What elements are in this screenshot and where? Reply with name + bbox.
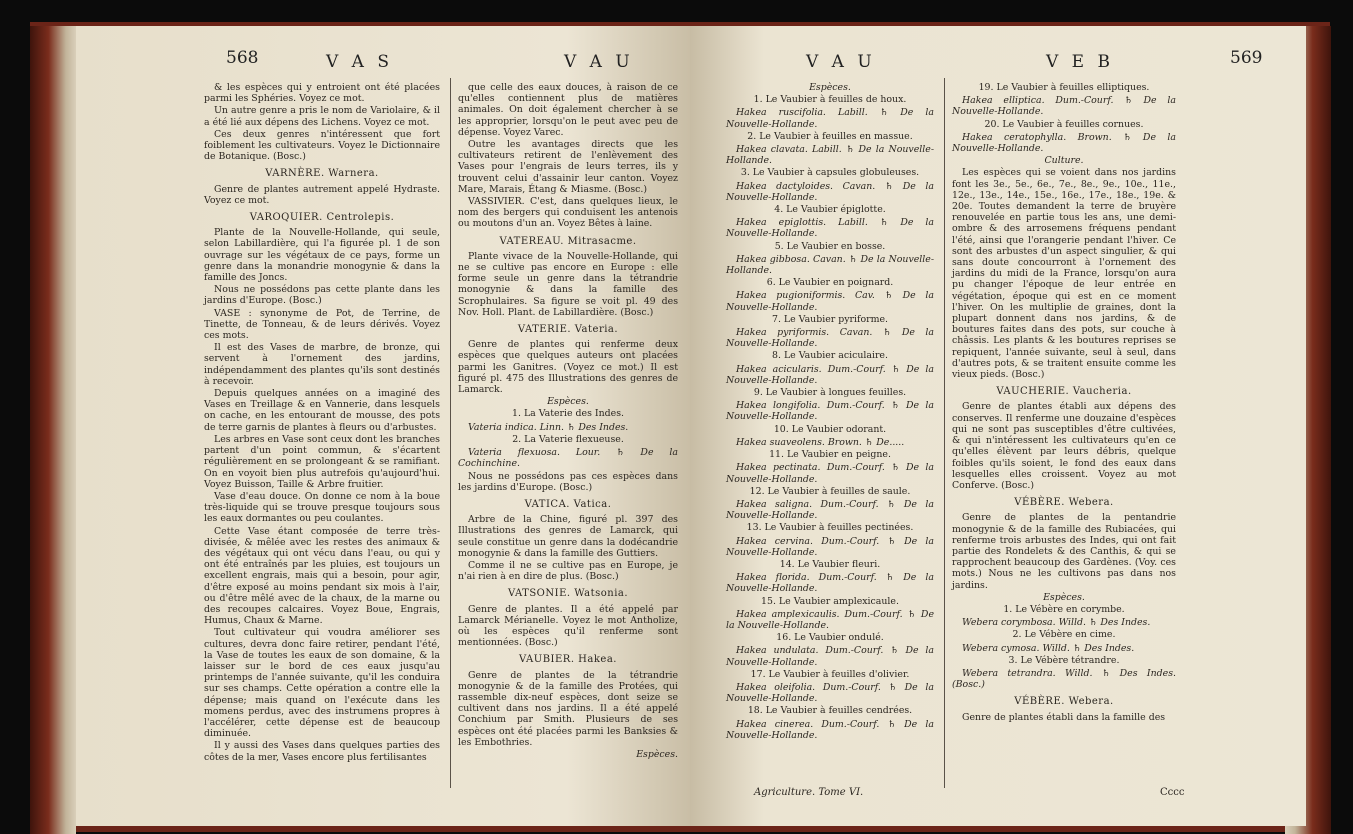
species-binomial: Hakea gibbosa. Cavan. ♄ De la Nouvelle-Hollande.	[726, 253, 934, 277]
paragraph: Les arbres en Vase sont ceux dont les branches partent d'un point commun, & s'écartent régulièrement en se prolongeant & se ramifiant. On en voyoit bien plus autrefois qu'aujourd'hui. Voyez Buisson, Taille & Arbre fruitier.	[204, 433, 440, 490]
species-binomial: Hakea dactyloides. Cavan. ♄ De la Nouvelle-Hollande.	[726, 180, 934, 203]
entry-heading: VATEREAU. Mitrasacme.	[499, 235, 637, 247]
species-entry: 1. Le Vaubier à feuilles de houx.	[753, 94, 907, 106]
paragraph: Plante vivace de la Nouvelle-Hollande, qui ne se cultive pas encore en Europe : elle forme seule un genre dans la tétrandrie monogynie & dans la famille des Scrophulaires. Sa figure se voit pl. 49 des Nov. Holl. Plant. de Labillardière. (Bosc.)	[458, 250, 678, 318]
entry-heading: VATERIE. Vateria.	[517, 324, 619, 336]
species-binomial: Hakea acicularis. Dum.-Courf. ♄ De la Nouvelle-Hollande.	[726, 363, 934, 386]
paragraph: Nous ne possédons pas cette plante dans les jardins d'Europe. (Bosc.)	[204, 284, 440, 307]
entry-heading: VAUBIER. Hakea.	[519, 654, 617, 666]
entry-heading: VÉBÈRE. Webera.	[1014, 497, 1114, 509]
paragraph: VASE : synonyme de Pot, de Terrine, de Tinette, de Tonneau, & de leurs dérivés. Voyez ces mots.	[204, 307, 440, 342]
species-binomial: Hakea pectinata. Dum.-Courf. ♄ De la Nouvelle-Hollande.	[726, 462, 934, 485]
paragraph: Genre de plantes de la tétrandrie monogynie & de la famille des Protées, qui rassemble dix-neuf espèces, dont seize se cultivent dans nos jardins. Il a été appelé Conchium par Smith. Plusieurs de ses espèces ont été placées parmi les Banksies & les Embothries.	[458, 669, 678, 748]
species-entry: 4. Le Vaubier épiglotte.	[774, 204, 886, 216]
paragraph: & les espèces qui y entroient ont été placées parmi les Sphéries. Voyez ce mot.	[204, 82, 440, 105]
left-column-1	[204, 82, 440, 764]
paragraph: Tout cultivateur qui voudra améliorer ses cultures, devra donc faire retirer, pendant l'été, la Vase de toutes les eaux de son domaine, & la laisser sur le bord de ces eaux jusqu'au printemps de l'année suivante, qu'il les conduira sur ses champs. Cette opération a contre elle la dépense; mais quand on l'exécute dans les momens perdus, avec des instrumens propres à l'accélérer, cette dépense est de beaucoup diminuée.	[204, 627, 440, 740]
page-number: 568	[226, 48, 259, 68]
species-entry: 3. Le Vaubier à capsules globuleuses.	[740, 167, 920, 179]
paragraph: Comme il ne se cultive pas en Europe, je n'ai rien à en dire de plus. (Bosc.)	[458, 559, 678, 583]
species-binomial: Hakea saligna. Dum.-Courf. ♄ De la Nouvelle-Hollande.	[726, 498, 934, 522]
left-column-2	[458, 82, 678, 761]
column-rule	[450, 78, 451, 788]
paragraph: Plante de la Nouvelle-Hollande, qui seule, selon Labillardière, qui l'a figurée pl. 1 de son ouvrage sur les végétaux de ce pays, forme un genre dans la monandrie monogynie & dans la famille des Joncs.	[204, 227, 440, 284]
species-entry: 3. Le Vébère tétrandre.	[1008, 654, 1120, 666]
species-binomial: Hakea suaveolens. Brown. ♄ De.....	[736, 436, 905, 448]
species-binomial: Hakea longifolia. Dum.-Courf. ♄ De la Nouvelle-Hollande.	[726, 400, 934, 423]
species-entry: 14. Le Vaubier fleuri.	[779, 558, 881, 570]
paragraph: que celle des eaux douces, à raison de ce qu'elles contiennent plus de matières animales. On doit également chercher à se les approprier, lorsqu'on le peut avec peu de dépense. Voyez Varec.	[458, 82, 678, 138]
species-entry: 12. Le Vaubier à feuilles de saule.	[749, 485, 911, 497]
species-binomial: Hakea pyriformis. Cavan. ♄ De la Nouvelle-Hollande.	[726, 327, 934, 350]
species-binomial: Hakea florida. Dum.-Courf. ♄ De la Nouvelle-Hollande.	[726, 572, 934, 595]
species-entry: 20. Le Vaubier à feuilles cornues.	[984, 118, 1144, 130]
species-binomial: Hakea elliptica. Dum.-Courf. ♄ De la Nouvelle-Hollande.	[952, 95, 1176, 118]
species-entry: 10. Le Vaubier odorant.	[773, 423, 887, 435]
section-label: Espèces.	[547, 396, 589, 408]
species-binomial: Webera corymbosa. Willd. ♄ Des Indes.	[962, 617, 1151, 629]
entry-heading: VATICA. Vatica.	[524, 498, 612, 510]
signature-mark: Cccc	[1160, 787, 1185, 798]
right-column-1	[726, 82, 934, 742]
species-binomial: Vateria flexuosa. Lour. ♄ De la Cochinchine.	[458, 447, 678, 470]
paragraph: Genre de plantes. Il a été appelé par Lamarck Mérianelle. Voyez le mot Antholize, où les espèces qu'il renferme sont mentionnées. (Bosc.)	[458, 603, 678, 649]
paragraph: Arbre de la Chine, figuré pl. 397 des Illustrations des genres de Lamarck, qui seule constitue un genre dans la dodécandrie monogynie & dans la famille des Guttiers.	[458, 514, 678, 559]
paragraph: VASSIVIER. C'est, dans quelques lieux, le nom des bergers qui conduisent les antenois ou moutons d'un an. Voyez Bêtes à laine.	[458, 196, 678, 230]
species-binomial: Vateria indica. Linn. ♄ Des Indes.	[468, 421, 629, 433]
species-entry: 2. Le Vébère en cime.	[1012, 629, 1116, 641]
right-page	[690, 26, 1306, 826]
species-binomial: Hakea undulata. Dum.-Courf. ♄ De la Nouvelle-Hollande.	[726, 645, 934, 668]
section-label: Espèces.	[1043, 591, 1085, 603]
species-entry: 1. La Vaterie des Indes.	[512, 408, 624, 420]
entry-heading: VAROQUIER. Centrolepis.	[249, 212, 395, 224]
species-binomial: Hakea amplexicaulis. Dum.-Courf. ♄ De la Nouvelle-Hollande.	[726, 608, 934, 631]
column-rule	[944, 78, 945, 788]
species-binomial: Hakea epiglottis. Labill. ♄ De la Nouvelle-Hollande.	[726, 217, 934, 240]
species-binomial: Hakea oleifolia. Dum.-Courf. ♄ De la Nouvelle-Hollande.	[726, 681, 934, 705]
species-entry: 17. Le Vaubier à feuilles d'olivier.	[750, 668, 910, 680]
species-binomial: Hakea clavata. Labill. ♄ De la Nouvelle-Hollande.	[726, 144, 934, 167]
signature-line: Agriculture. Tome VI.	[754, 787, 864, 798]
running-head: V E B	[1046, 52, 1114, 72]
section-label: Espèces.	[809, 82, 851, 93]
right-column-2	[952, 82, 1176, 724]
species-entry: 1. Le Vébère en corymbe.	[1003, 603, 1125, 615]
paragraph: Genre de plantes de la pentandrie monogynie & de la famille des Rubiacées, qui renferme trois arbustes des Indes, qui ont fait partie des Rondelets & des Canthis, & qui se rapprochent beaucoup des Gardènes. (Voy. ces mots.) Nous ne les cultivons pas dans nos jardins.	[952, 512, 1176, 591]
species-binomial: Hakea cinerea. Dum.-Courf. ♄ De la Nouvelle-Hollande.	[726, 718, 934, 741]
species-entry: 13. Le Vaubier à feuilles pectinées.	[746, 522, 914, 534]
paragraph: Outre les avantages directs que les cultivateurs retirent de l'enlèvement des Vases pour l'engrais de leurs terres, ils y trouvent celui d'assainir leur canton. Voyez Mare, Marais, Étang & Miasme. (Bosc.)	[458, 139, 678, 195]
left-page-edges	[30, 26, 76, 834]
species-entry: 7. Le Vaubier pyriforme.	[771, 313, 888, 325]
entry-heading: VAUCHERIE. Vaucheria.	[996, 386, 1132, 398]
species-entry: 19. Le Vaubier à feuilles elliptiques.	[978, 82, 1150, 93]
left-page	[76, 26, 690, 826]
species-entry: 8. Le Vaubier aciculaire.	[772, 350, 888, 362]
paragraph: Les espèces qui se voient dans nos jardins font les 3e., 5e., 6e., 7e., 8e., 9e., 10e., 11e., 12e., 13e., 14e., 15e., 16e., 17e., 18e., 19e. & 20e. Toutes demandent la terre de bruyère renouvelée en partie tous les ans, une demi-ombre & des arrosemens fréquens pendant l'été, ainsi que l'orangerie pendant l'hiver. Ce sont des arbustes d'un aspect singulier, & qui sans doute concourront à l'ornement des jardins du midi de la France, lorsqu'on aura pu changer l'époque de leur entrée en végétation, époque qui est en ce moment l'hiver. On les multiplie de graines, dont la plupart donnent dans nos jardins, & de boutures faites dans des pots, sur couche à châssis. Les plants & les boutures reprises se repiquent, l'année suivante, seul à seul, dans d'autres pots, & se traitent ensuite comme les vieux pieds. (Bosc.)	[952, 167, 1176, 381]
species-binomial: Webera cymosa. Willd. ♄ Des Indes.	[962, 642, 1135, 654]
paragraph: Genre de plantes établi aux dépens des conserves. Il renferme une douzaine d'espèces qui ne sont pas susceptibles d'être cultivées, & qui n'intéressent les cultivateurs qu'en ce qu'elles élèvent par leurs débris, quelque foibles qu'ils soient, le fond des eaux dans lesquelles elles croissent. Voyez au mot Conferve. (Bosc.)	[952, 401, 1176, 491]
catchword: Espèces.	[636, 748, 678, 760]
paragraph: Cette Vase étant composée de terre très-divisée, & mêlée avec les restes des animaux & des végétaux qui ont vécu dans l'eau, ou qui y ont été entraînés par les pluies, est toujours un excellent engrais, mais qui a besoin, pour agir, d'être exposé au moins pendant six mois à l'air, ou d'être mêlé avec de la chaux, de la marne ou des recoupes calcaires. Voyez Boue, Engrais, Humus, Chaux & Marne.	[204, 525, 440, 627]
paragraph: Il est des Vases de marbre, de bronze, qui servent à l'ornement des jardins, indépendamment des plantes qu'ils sont destinés à recevoir.	[204, 342, 440, 387]
paragraph: Il y aussi des Vases dans quelques parties des côtes de la mer, Vases encore plus fertilisantes	[204, 740, 440, 763]
running-head: V A S	[326, 52, 394, 72]
species-entry: 16. Le Vaubier ondulé.	[776, 632, 884, 644]
species-binomial: Hakea ceratophylla. Brown. ♄ De la Nouvelle-Hollande.	[952, 131, 1176, 155]
entry-heading: VÉBÈRE. Webera.	[1014, 696, 1114, 708]
paragraph: Nous ne possédons pas ces espèces dans les jardins d'Europe. (Bosc.)	[458, 470, 678, 493]
running-head: V A U	[564, 52, 634, 72]
paragraph: Depuis quelques années on a imaginé des Vases en Treillage & en Vannerie, dans lesquels on cache, en les entourant de mousse, des pots de terre garnis de plantes à fleurs ou d'arbustes.	[204, 388, 440, 433]
species-entry: 15. Le Vaubier amplexicaule.	[761, 595, 899, 607]
paragraph: Genre de plantes autrement appelé Hydraste. Voyez ce mot.	[204, 183, 440, 206]
species-binomial: Hakea pugioniformis. Cav. ♄ De la Nouvelle-Hollande.	[726, 290, 934, 313]
running-head: V A U	[806, 52, 876, 72]
species-binomial: Webera tetrandra. Willd. ♄ Des Indes. (Bosc.)	[952, 667, 1176, 691]
species-entry: 5. Le Vaubier en bosse.	[774, 240, 886, 252]
entry-heading: VATSONIE. Watsonia.	[507, 588, 629, 600]
species-entry: 18. Le Vaubier à feuilles cendrées.	[747, 705, 913, 717]
paragraph: Genre de plantes établi dans la famille des	[962, 711, 1166, 723]
paragraph: Ces deux genres n'intéressent que fort foiblement les cultivateurs. Voyez le Dictionnaire de Botanique. (Bosc.)	[204, 128, 440, 163]
species-binomial: Hakea cervina. Dum.-Courf. ♄ De la Nouvelle-Hollande.	[726, 535, 934, 558]
section-label: Culture.	[1044, 155, 1084, 167]
species-list	[726, 94, 934, 741]
species-entry: 2. Le Vaubier à feuilles en massue.	[747, 130, 913, 142]
paragraph: Un autre genre a pris le nom de Variolaire, & il a été lié aux dépens des Lichens. Voyez ce mot.	[204, 105, 440, 128]
entry-heading: VARNÈRE. Warnera.	[265, 168, 379, 180]
page-number: 569	[1230, 48, 1263, 68]
paragraph: Genre de plantes qui renferme deux espèces que quelques auteurs ont placées parmi les Ganitres. (Voyez ce mot.) Il est figuré pl. 475 des Illustrations des genres de Lamarck.	[458, 339, 678, 396]
species-entry: 6. Le Vaubier en poignard.	[766, 277, 894, 289]
species-binomial: Hakea ruscifolia. Labill. ♄ De la Nouvelle-Hollande.	[726, 107, 934, 130]
species-entry: 11. Le Vaubier en peigne.	[769, 449, 891, 461]
species-entry: 9. Le Vaubier à longues feuilles.	[753, 387, 907, 399]
paragraph: Vase d'eau douce. On donne ce nom à la boue très-liquide qui se trouve presque toujours sous les eaux dormantes ou peu coulantes.	[204, 490, 440, 525]
species-entry: 2. La Vaterie flexueuse.	[512, 433, 624, 445]
species-list	[952, 82, 1176, 154]
